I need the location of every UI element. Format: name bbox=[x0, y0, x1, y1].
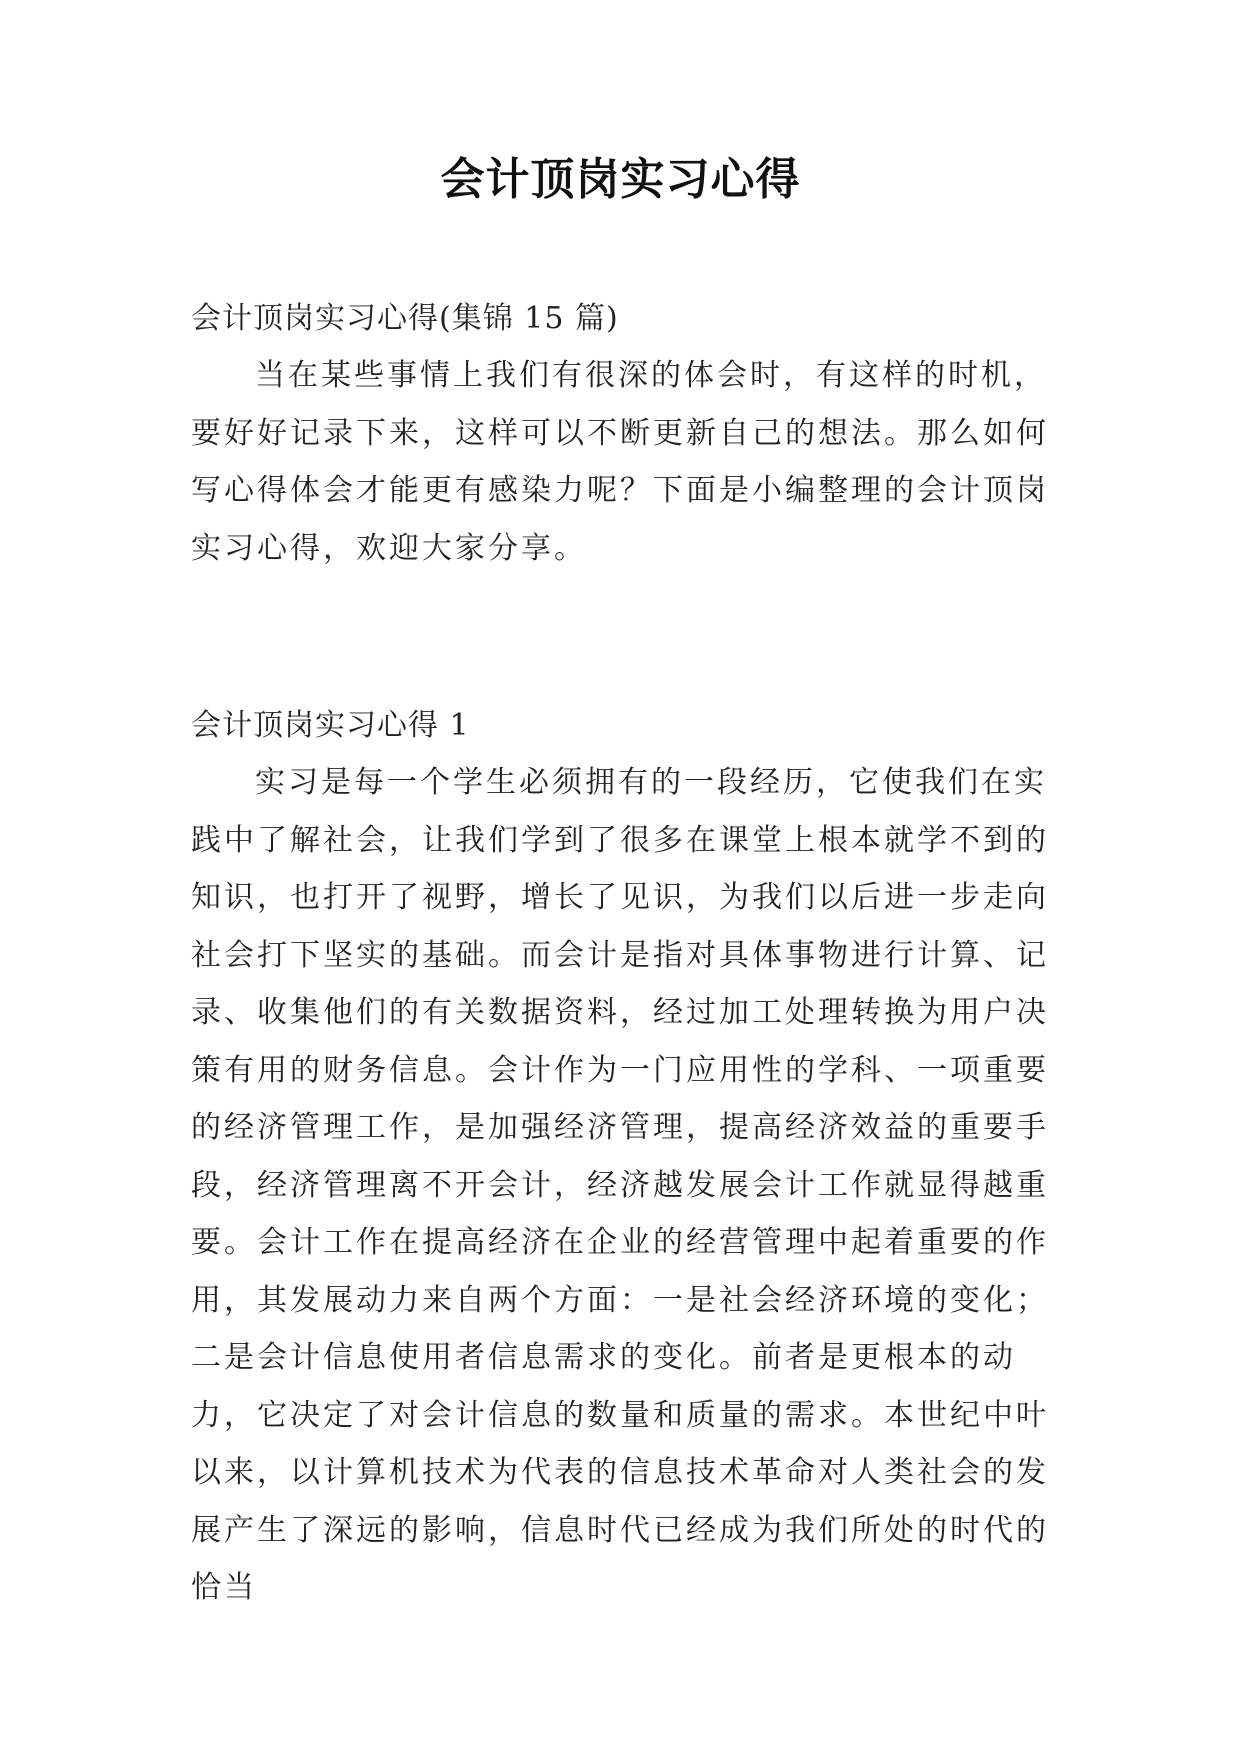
intro-paragraph: 当在某些事情上我们有很深的体会时，有这样的时机，要好好记录下来，这样可以不断更新自己的想法。那么如何写心得体会才能更有感染力呢？下面是小编整理的会计顶岗实习心得，欢迎大家分享。 bbox=[191, 358, 1049, 566]
section-paragraph: 实习是每一个学生必须拥有的一段经历，它使我们在实践中了解社会，让我们学到了很多在课堂上根本就学不到的知识，也打开了视野，增长了见识，为我们以后进一步走向社会打下坚实的基础。而会计是指对具体事物进行计算、记录、收集他们的有关数据资料，经过加工处理转换为用户决策有用的财务信息。会计作为一门应用性的学科、一项重要的经济管理工作，是加强经济管理，提高经济效益的重要手段，经济管理离不开会计，经济越发展会计工作就显得越重要。会计工作在提高经济在企业的经营管理中起着重要的作用，其发展动力来自两个方面：一是社会经济环境的变化；二是会计信息使用者信息需求的变化。前者是更根本的动力，它决定了对会计信息的数量和质量的需求。本世纪中叶以来，以计算机技术为代表的信息技术革命对人类社会的发展产生了深远的影响，信息时代已经成为我们所处的时代的恰当 bbox=[191, 765, 1049, 1605]
document-title: 会计顶岗实习心得 bbox=[440, 154, 801, 205]
document-subtitle: 会计顶岗实习心得(集锦 15 篇) bbox=[191, 301, 619, 336]
section-heading: 会计顶岗实习心得 1 bbox=[191, 708, 470, 743]
